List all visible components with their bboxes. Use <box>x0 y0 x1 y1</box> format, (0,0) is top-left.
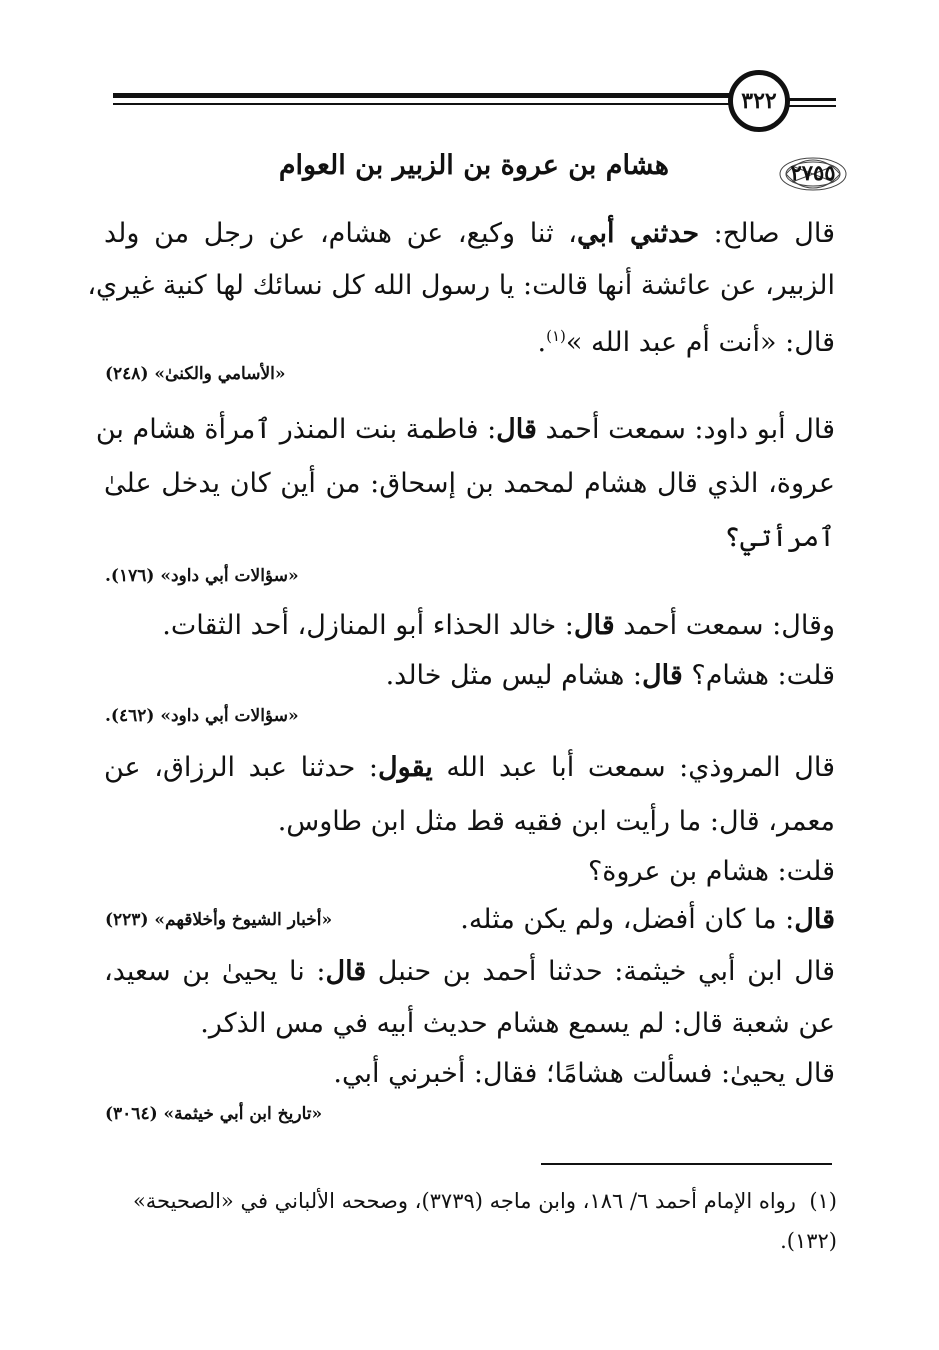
footnote-line: (١) رواه الإمام أحمد ٦/ ١٨٦، وابن ماجه (٣٧٣٩)، وصححه الألباني في «الصحيحة» <box>132 1189 837 1213</box>
footnote-marker: (١) <box>809 1189 837 1213</box>
entry-number-ornament <box>778 156 848 192</box>
text-line: وقال: سمعت أحمد قال: خالد الحذاء أبو المنازل، أحد الثقات. <box>162 610 835 641</box>
footnote-divider <box>541 1163 832 1165</box>
page-title: هشام بن عروة بن الزبير بن العوام <box>278 150 669 181</box>
text-line: قال: ما كان أفضل، ولم يكن مثله. <box>460 904 835 935</box>
text-line: قال أبو داود: سمعت أحمد قال: فاطمة بنت المنذر ٱمرأة هشام بن <box>95 414 835 445</box>
entry-number: ٢٧٥٥ <box>790 160 836 185</box>
text-line: قال صالح: حدثني أبي، ثنا وكيع، عن هشام، عن رجل من ولد <box>104 218 835 249</box>
text-line: قلت: هشام بن عروة؟ <box>587 856 835 887</box>
text-line: قال المروذي: سمعت أبا عبد الله يقول: حدثنا عبد الرزاق، عن <box>104 752 835 783</box>
text-line: عروة، الذي قال هشام لمحمد بن إسحاق: من أين كان يدخل علىٰ <box>104 468 835 499</box>
citation: «سؤالات أبي داود» (٤٦٢). <box>105 706 299 726</box>
footnote-ref: (١) <box>546 327 566 345</box>
text-line: قال ابن أبي خيثمة: حدثنا أحمد بن حنبل قال: نا يحيىٰ بن سعيد، <box>104 956 835 987</box>
header-rule-thin <box>113 103 729 105</box>
header-rule-thick <box>113 93 729 98</box>
text-line: عن شعبة قال: لم يسمع هشام حديث أبيه في مس الذكر. <box>200 1008 835 1039</box>
text-line: قلت: هشام؟ قال: هشام ليس مثل خالد. <box>385 660 835 691</box>
text-line: ٱمرأتي؟ <box>724 522 835 553</box>
citation: «الأسامي والكنىٰ» (٢٤٨) <box>105 364 286 384</box>
text-line: الزبير، عن عائشة أنها قالت: يا رسول الله كل نسائك لها كنية غيري، <box>87 270 835 301</box>
text-line: قال يحيىٰ: فسألت هشامًا؛ فقال: أخبرني أبي. <box>333 1058 835 1089</box>
citation: «سؤالات أبي داود» (١٧٦). <box>105 566 299 586</box>
header-rule-right-thin <box>788 105 836 107</box>
footnote-line: (١٣٢). <box>780 1229 837 1253</box>
page-number: ٣٢٢ <box>728 70 790 132</box>
text-line: معمر، قال: ما رأيت ابن فقيه قط مثل ابن طاوس. <box>277 806 835 837</box>
citation: «تاريخ ابن أبي خيثمة» (٣٠٦٤) <box>105 1104 323 1124</box>
text-line: قال: «أنت أم عبد الله »$^{(١)}$. <box>537 327 835 358</box>
header-rule-right <box>788 98 836 101</box>
citation: «أخبار الشيوخ وأخلاقهم» (٢٢٣) <box>105 910 333 930</box>
